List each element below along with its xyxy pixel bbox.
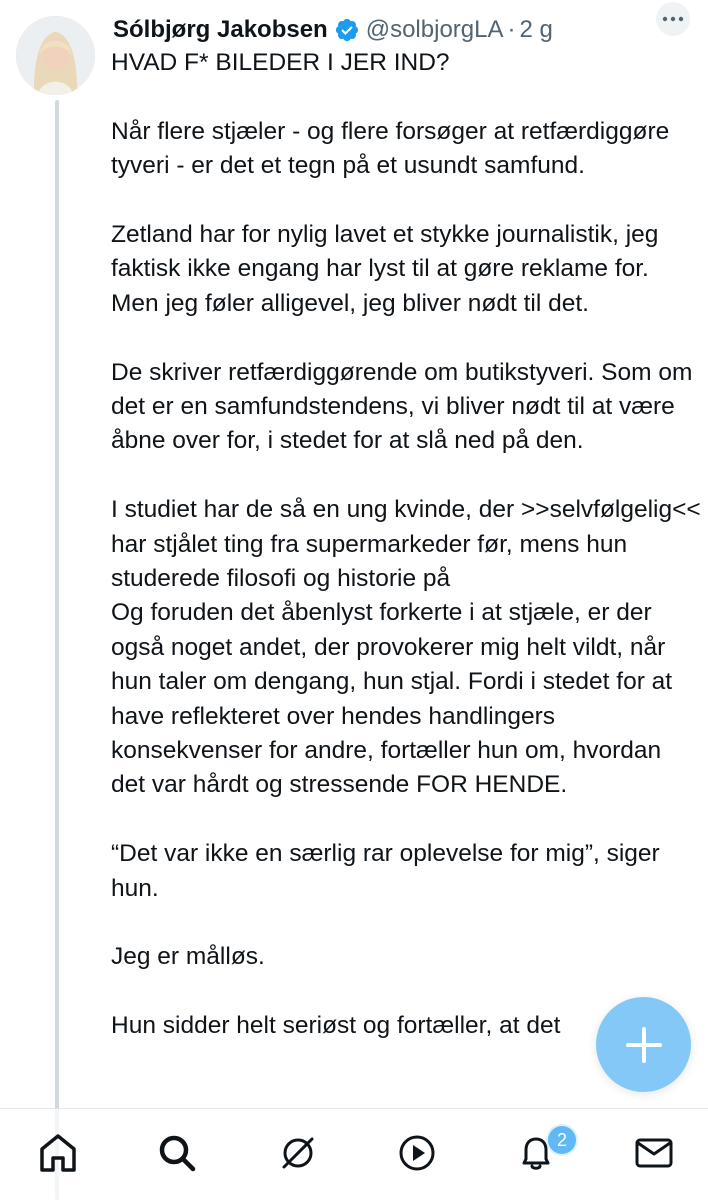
- avatar[interactable]: [16, 16, 95, 95]
- nav-messages[interactable]: [630, 1129, 678, 1177]
- post-paragraph: Zetland har for nylig lavet et stykke journalistik, jeg faktisk ikke engang har lyst til at gøre reklame for. Men jeg føler alligevel, jeg bliver nødt til det.: [111, 221, 659, 317]
- post-body: [111, 46, 701, 1044]
- post-paragraph: Jeg er målløs.: [111, 943, 265, 971]
- envelope-icon: [630, 1129, 678, 1177]
- post-paragraph: “Det var ikke en særlig rar oplevelse for mig”, siger hun.: [111, 840, 660, 902]
- post-paragraph: De skriver retfærdiggørende om butikstyveri. Som om det er en samfundstendens, vi bliver nødt til at være åbne over for, i stedet for at slå ned på den.: [111, 358, 693, 455]
- home-icon: [34, 1129, 82, 1177]
- nav-video[interactable]: [393, 1129, 441, 1177]
- nav-search[interactable]: [153, 1129, 201, 1177]
- more-options-button[interactable]: [656, 2, 690, 36]
- notifications-count-badge: 2: [546, 1124, 578, 1156]
- post-paragraph: Når flere stjæler - og flere forsøger at retfærdiggøre tyveri - er det et tegn på et usundt samfund.: [111, 117, 670, 180]
- post-time[interactable]: 2 g: [519, 16, 553, 43]
- more-options-icon: [656, 2, 690, 36]
- avatar-photo: [16, 16, 95, 95]
- plus-icon: [622, 1023, 666, 1067]
- post-paragraph: Hun sidder helt seriøst og fortæller, at det: [111, 1012, 561, 1040]
- bottom-navigation: [0, 1108, 708, 1201]
- post-paragraph: I studiet har de så en ung kvinde, der >>selvfølgelig<< har stjålet ting fra supermarkeder før, mens hun studerede filosofi og historie på Og foruden det åbenlyst forkerte i at stjæle, er der også noget andet, der provokerer mig helt vildt, når hun taler om dengang, hun stjal. Fordi i stedet for at have reflekteret over hendes handlingers konsekvenser for andre, fortæller hun om, hvordan det var hårdt og stressende FOR HENDE.: [111, 496, 701, 799]
- author-handle[interactable]: @solbjorgLA: [365, 16, 504, 43]
- grok-icon: [274, 1129, 322, 1177]
- search-icon: [153, 1129, 201, 1177]
- author-name[interactable]: Sólbjørg Jakobsen: [113, 16, 328, 43]
- nav-grok[interactable]: [274, 1129, 322, 1177]
- nav-home[interactable]: [34, 1129, 82, 1177]
- post-paragraph: HVAD F* BILEDER I JER IND?: [111, 49, 450, 76]
- post-header: [113, 12, 708, 48]
- play-icon: [393, 1129, 441, 1177]
- verified-badge-icon: [334, 17, 360, 43]
- separator-dot: ·: [507, 16, 516, 43]
- thread-line: [55, 100, 59, 1200]
- compose-button[interactable]: [596, 997, 691, 1092]
